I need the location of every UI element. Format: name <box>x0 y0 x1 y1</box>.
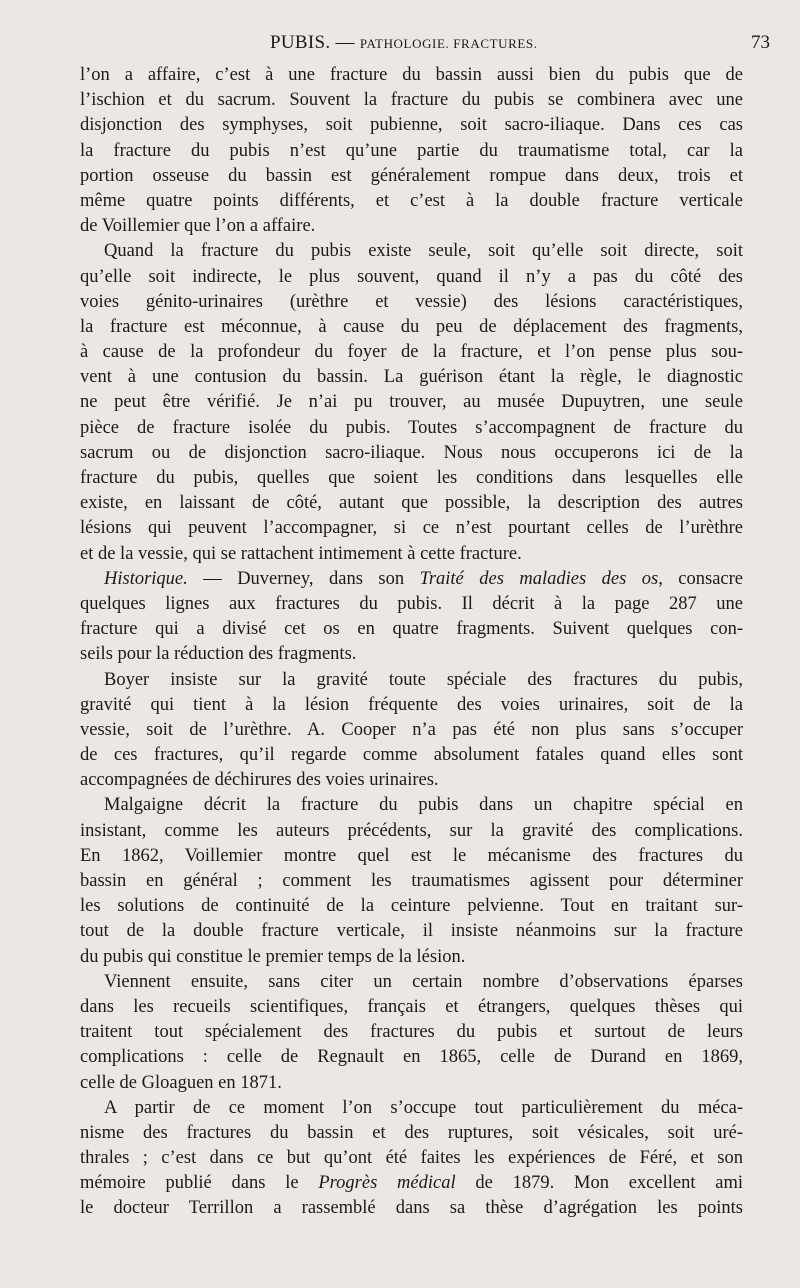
text-run: mémoire publié dans le <box>80 1173 319 1194</box>
text-line: de ces fractures, qu’il regarde comme absolument fatales quand elles sont <box>80 745 743 766</box>
running-title-separator: — <box>335 32 355 53</box>
text-line: gravité qui tient à la lésion fréquente des voies urinaires, soit de la <box>80 694 743 715</box>
paragraph <box>80 239 743 566</box>
paragraph <box>80 63 743 239</box>
text-line <box>80 567 743 592</box>
text-line: à cause de la profondeur du foyer de la fracture, et l’on pense plus sou- <box>80 342 743 363</box>
journal-title-italic: Progrès médical <box>318 1173 456 1194</box>
text-line: Malgaigne décrit la fracture du pubis dans un chapitre spécial en <box>104 795 743 816</box>
text-line: et de la vessie, qui se rattachent intimement à cette fracture. <box>80 543 522 564</box>
paragraph <box>80 1096 743 1222</box>
text-line: nisme des fractures du bassin et des ruptures, soit vésicales, soit uré- <box>80 1122 743 1143</box>
text-run: — Duverney, dans son <box>187 568 420 589</box>
text-line: complications : celle de Regnault en 1865, celle de Durand en 1869, <box>80 1047 743 1068</box>
running-title-main: PUBIS. <box>270 32 331 53</box>
text-line: ne peut être vérifié. Je n’ai pu trouver, au musée Dupuytren, une seule <box>80 392 743 413</box>
text-line: les solutions de continuité de la ceinture pelvienne. Tout en traitant sur- <box>80 896 743 917</box>
paragraph-historique <box>80 567 743 668</box>
text-run: de 1879. Mon excellent ami <box>455 1173 743 1194</box>
text-line: sacrum ou de disjonction sacro-iliaque. Nous nous occuperons ici de la <box>80 442 743 463</box>
text-line: qu’elle soit indirecte, le plus souvent, quand il n’y a pas du côté des <box>80 266 743 287</box>
text-line: la fracture du pubis n’est qu’une partie du traumatisme total, car la <box>80 140 743 161</box>
text-line: le docteur Terrillon a rassemblé dans sa thèse d’agrégation les points <box>80 1198 743 1219</box>
text-line: portion osseuse du bassin est généralement rompue dans deux, trois et <box>80 165 743 186</box>
text-line: bassin en général ; comment les traumatismes agissent pour déterminer <box>80 871 743 891</box>
text-line: quelques lignes aux fractures du pubis. Il décrit à la page 287 une <box>80 593 743 614</box>
text-line: vent à une contusion du bassin. La guérison étant la règle, le diagnostic <box>80 367 743 388</box>
text-line: du pubis qui constitue le premier temps de la lésion. <box>80 946 466 967</box>
text-line: même quatre points différents, et c’est à la double fracture verticale <box>80 190 743 211</box>
text-line: lésions qui peuvent l’accompagner, si ce n’est pourtant celles de l’urèthre <box>80 518 743 539</box>
text-line: Quand la fracture du pubis existe seule, soit qu’elle soit directe, soit <box>104 241 743 262</box>
text-line: traitent tout spécialement des fractures du pubis et surtout de leurs <box>80 1022 743 1043</box>
text-line: l’ischion et du sacrum. Souvent la fracture du pubis se combinera avec une <box>80 90 743 111</box>
text-line: fracture qui a divisé cet os en quatre fragments. Suivent quelques con- <box>80 619 743 640</box>
page-number: 73 <box>751 32 770 53</box>
text-line: existe, en laissant de côté, autant que possible, la description des autres <box>80 493 743 514</box>
paragraph <box>80 970 743 1096</box>
text-line: accompagnées de déchirures des voies urinaires. <box>80 770 439 791</box>
text-line: disjonction des symphyses, soit pubienne, soit sacro-iliaque. Dans ces cas <box>80 115 743 136</box>
paragraph <box>80 793 743 969</box>
text-line: pièce de fracture isolée du pubis. Toutes s’accompagnent de fracture du <box>80 417 743 438</box>
text-line: fracture du pubis, quelles que soient les conditions dans lesquelles elle <box>80 468 743 488</box>
text-line: Boyer insiste sur la gravité toute spéciale des fractures du pubis, <box>104 669 743 690</box>
text-line: tout de la double fracture verticale, il insiste néanmoins sur la fracture <box>80 921 743 942</box>
body-text <box>80 63 743 1222</box>
text-line: de Voillemier que l’on a affaire. <box>80 216 316 237</box>
text-line: dans les recueils scientifiques, français et étrangers, quelques thèses qui <box>80 996 743 1017</box>
text-line: seils pour la réduction des fragments. <box>80 644 357 665</box>
paragraph <box>80 668 743 794</box>
running-title-sub: PATHOLOGIE. FRACTURES. <box>359 36 538 51</box>
text-line: thrales ; c’est dans ce but qu’ont été faites les expériences de Féré, et son <box>80 1148 743 1169</box>
text-line: vessie, soit de l’urèthre. A. Cooper n’a pas été non plus sans s’occuper <box>80 719 743 740</box>
section-heading-italic: Historique. <box>104 568 188 589</box>
text-line: insistant, comme les auteurs précédents, sur la gravité des complications. <box>80 820 743 841</box>
text-line <box>80 1171 743 1196</box>
text-line: voies génito-urinaires (urèthre et vessie) des lésions caractéristiques, <box>80 291 743 312</box>
text-line: l’on a affaire, c’est à une fracture du bassin aussi bien du pubis que de <box>80 65 743 85</box>
book-title-italic: Traité des maladies des os <box>419 568 659 589</box>
text-run: , consacre <box>658 568 743 589</box>
text-line: Viennent ensuite, sans citer un certain nombre d’observations éparses <box>104 971 743 992</box>
running-header <box>80 32 770 58</box>
running-title <box>270 32 538 54</box>
text-line: A partir de ce moment l’on s’occupe tout particulièrement du méca- <box>104 1097 743 1118</box>
text-line: celle de Gloaguen en 1871. <box>80 1072 282 1093</box>
text-line: la fracture est méconnue, à cause du peu de déplacement des fragments, <box>80 316 743 337</box>
text-line: En 1862, Voillemier montre quel est le mécanisme des fractures du <box>80 845 743 866</box>
